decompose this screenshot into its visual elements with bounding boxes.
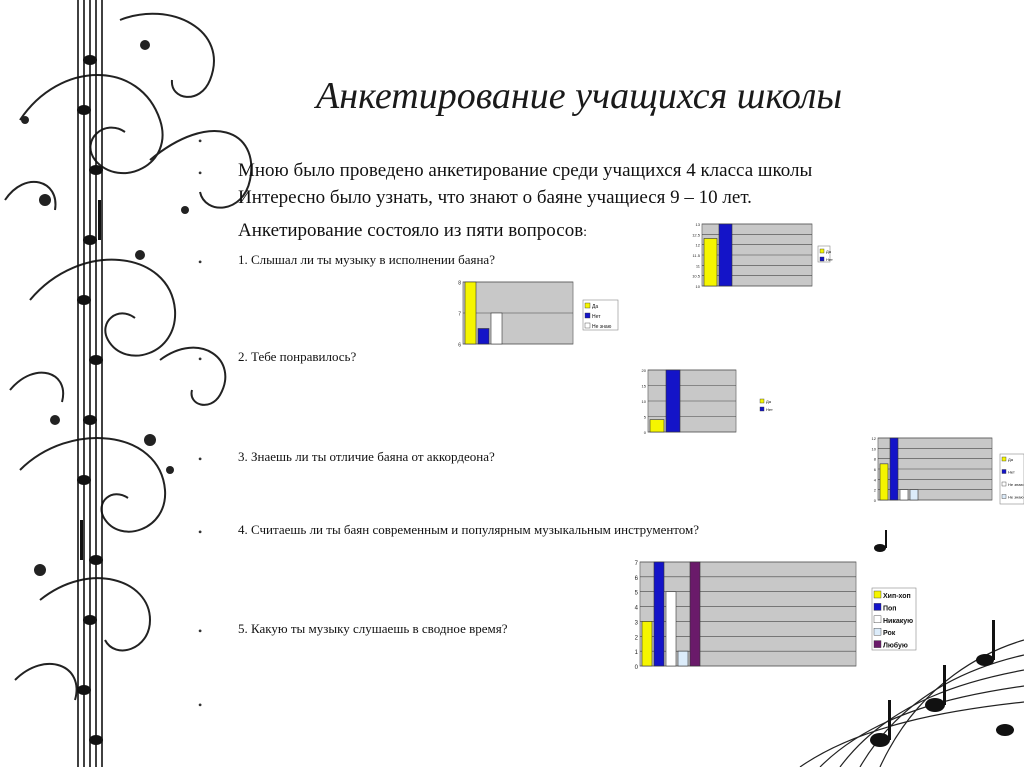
bullet: • xyxy=(198,624,203,638)
legend-swatch xyxy=(585,313,590,318)
bar xyxy=(704,238,717,286)
y-tick-label: 0 xyxy=(643,430,646,435)
legend-swatch xyxy=(874,616,881,623)
legend-swatch xyxy=(874,591,881,598)
question-1: 1. Слышал ли ты музыку в исполнении баяна? xyxy=(238,252,495,267)
legend-label: Любую xyxy=(883,642,908,650)
y-tick-label: 0 xyxy=(634,665,638,671)
slide-title: Анкетирование учащихся школы xyxy=(316,75,843,117)
y-tick-label: 3 xyxy=(634,620,638,627)
legend-label: Да xyxy=(592,304,599,310)
y-tick-label: 7 xyxy=(458,311,461,318)
chart-q1 xyxy=(688,220,833,292)
intro-line-3-colon: : xyxy=(583,225,588,240)
chart-q2 xyxy=(443,278,618,352)
bar xyxy=(650,420,664,432)
legend-swatch xyxy=(585,303,590,308)
y-tick-label: 4 xyxy=(873,477,876,483)
legend-swatch xyxy=(874,628,881,635)
bullet: • xyxy=(198,452,203,466)
legend-label: Не знаю xyxy=(1008,482,1024,487)
bar xyxy=(900,490,908,500)
bar xyxy=(666,592,676,666)
bullet: • xyxy=(198,166,203,180)
legend-swatch xyxy=(820,257,824,261)
legend-label: Рок xyxy=(883,630,896,638)
legend-label: Поп xyxy=(883,605,897,613)
bullet: • xyxy=(198,525,203,539)
bar xyxy=(678,651,688,666)
bullet: • xyxy=(198,255,203,269)
y-tick-label: 10 xyxy=(695,284,700,289)
intro-line-3 xyxy=(238,220,587,242)
legend-label: Нет xyxy=(1008,469,1015,475)
legend-swatch xyxy=(760,399,764,403)
bar xyxy=(491,313,502,344)
y-tick-label: 10 xyxy=(871,446,876,452)
intro-line-1: Мною было проведено анкетирование среди учащихся 4 класса школы xyxy=(238,160,813,181)
y-tick-label: 12 xyxy=(871,436,876,441)
y-tick-label: 1 xyxy=(634,650,638,657)
y-tick-label: 8 xyxy=(458,280,461,287)
legend-label: Нет xyxy=(766,407,773,412)
y-tick-label: 2 xyxy=(873,487,876,493)
legend-swatch xyxy=(1002,470,1006,474)
y-tick-label: 11.5 xyxy=(692,253,700,258)
y-tick-label: 10.5 xyxy=(692,273,700,279)
question-2: 2. Тебе понравилось? xyxy=(238,349,357,364)
legend-label: Хип-хоп xyxy=(883,593,911,600)
bar xyxy=(666,370,680,432)
y-tick-label: 5 xyxy=(643,414,646,420)
y-tick-label: 13 xyxy=(695,222,700,227)
question-3: 3. Знаешь ли ты отличие баяна от аккордеона? xyxy=(238,449,495,464)
legend-swatch xyxy=(874,641,881,648)
y-tick-label: 5 xyxy=(634,590,638,597)
chart-q5 xyxy=(630,558,916,670)
legend-swatch xyxy=(1002,495,1006,499)
legend-swatch xyxy=(585,323,590,328)
y-tick-label: 12 xyxy=(695,242,700,248)
y-tick-label: 7 xyxy=(634,561,638,567)
y-tick-label: 6 xyxy=(873,467,876,472)
bar xyxy=(719,224,732,286)
legend-swatch xyxy=(760,407,764,411)
legend-swatch xyxy=(874,603,881,610)
legend-label: Не знаю xyxy=(592,324,612,330)
y-tick-label: 0 xyxy=(873,498,876,503)
y-tick-label: 12.5 xyxy=(692,232,700,238)
bar xyxy=(910,490,918,500)
y-tick-label: 8 xyxy=(873,456,876,462)
bullet: • xyxy=(198,352,203,366)
legend-swatch xyxy=(1002,457,1006,461)
legend-label: Нет xyxy=(826,257,833,262)
y-tick-label: 10 xyxy=(641,399,646,404)
legend-label: Да xyxy=(766,399,771,404)
legend-label: Да xyxy=(1008,457,1013,462)
bar xyxy=(690,562,700,666)
intro-line-3-text: Анкетирование состояло из пяти вопросов xyxy=(238,220,584,241)
chart-q3 xyxy=(636,366,773,438)
legend-label: Не знаю xyxy=(1008,494,1024,500)
bullet: • xyxy=(198,134,203,148)
y-tick-label: 20 xyxy=(641,368,646,373)
y-tick-label: 6 xyxy=(634,575,638,582)
bar xyxy=(880,464,888,500)
legend-swatch xyxy=(1002,482,1006,486)
bar xyxy=(654,562,664,666)
y-tick-label: 6 xyxy=(458,342,461,349)
question-4: 4. Считаешь ли ты баян современным и популярным музыкальным инструментом? xyxy=(238,522,700,537)
y-tick-label: 2 xyxy=(634,635,638,642)
chart-q4 xyxy=(868,434,1024,504)
legend-label: Да xyxy=(826,249,831,254)
y-tick-label: 4 xyxy=(634,605,638,612)
legend-label: Никакую xyxy=(883,617,914,625)
question-5: 5. Какую ты музыку слушаешь в сводное время? xyxy=(238,621,508,636)
bar xyxy=(642,621,652,666)
bullet: • xyxy=(198,698,203,712)
bar xyxy=(890,438,898,500)
legend-label: Нет xyxy=(592,314,601,320)
y-tick-label: 11 xyxy=(695,263,700,269)
y-tick-label: 15 xyxy=(641,383,646,389)
bar xyxy=(465,282,476,344)
bar xyxy=(478,329,489,345)
intro-line-2: Интересно было узнать, что знают о баяне учащиеся 9 – 10 лет. xyxy=(238,187,752,208)
legend-swatch xyxy=(820,249,824,253)
